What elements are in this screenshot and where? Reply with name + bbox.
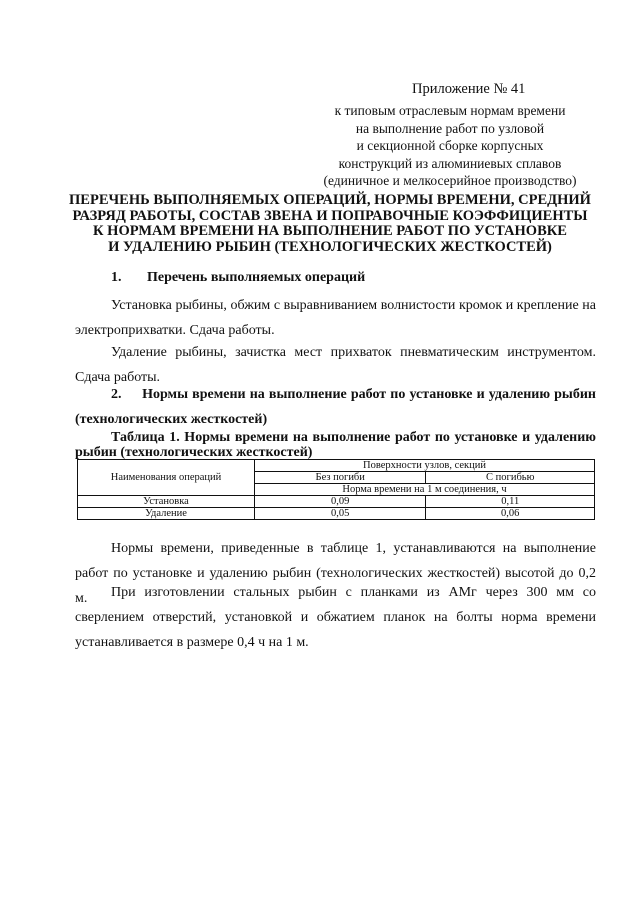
annex-line: на выполнение работ по узловой	[355, 120, 545, 136]
column-header-bend: С погибью	[426, 472, 595, 484]
operation-name: Удаление	[78, 508, 255, 520]
note-paragraph-2: При изготовлении стальных рыбин с планками из АМг через 300 мм со сверлением отверстий, установкой и обжатием планок на болты норма времени устанавливается в размере 0,4 ч на 1 м.	[75, 585, 596, 650]
section-1-title: Перечень выполняемых операций	[147, 270, 366, 285]
heading-line: ПЕРЕЧЕНЬ ВЫПОЛНЯЕМЫХ ОПЕРАЦИЙ, НОРМЫ ВРЕМЕНИ, СРЕДНИЙ	[69, 192, 591, 208]
section-1-paragraph-1: Установка рыбины, обжим с выравниванием волнистости кромок и крепление на электроприхватки. Сдача работы.	[75, 298, 596, 338]
annex-line: (единичное и мелкосерийное производство)	[323, 173, 577, 188]
value-bend: 0,06	[426, 508, 595, 520]
section-1-heading	[111, 270, 365, 286]
annex-line: к типовым отраслевым нормам времени	[334, 103, 566, 118]
heading-line: К НОРМАМ ВРЕМЕНИ НА ВЫПОЛНЕНИЕ РАБОТ ПО УСТАНОВКЕ	[93, 223, 567, 239]
table-row	[78, 496, 595, 508]
heading-line: И УДАЛЕНИЮ РЫБИН (ТЕХНОЛОГИЧЕСКИХ ЖЕСТКОСТЕЙ)	[108, 238, 552, 255]
document-heading	[60, 193, 600, 255]
value-no-bend: 0,05	[255, 508, 426, 520]
norms-table	[77, 459, 595, 520]
operation-name: Установка	[78, 496, 255, 508]
units-row: Норма времени на 1 м соединения, ч	[255, 484, 595, 496]
column-header-operations: Наименования операций	[78, 460, 255, 496]
annex-line: и секционной сборке корпусных	[356, 138, 544, 153]
column-header-no-bend: Без погиби	[255, 472, 426, 484]
section-2-number: 2.	[111, 387, 122, 402]
section-2-heading	[75, 382, 596, 432]
table-caption: Таблица 1. Нормы времени на выполнение работ по установке и удалению рыбин (технологических жесткостей)	[75, 430, 596, 460]
section-1-paragraph-2: Удаление рыбины, зачистка мест прихваток пневматическим инструментом. Сдача работы.	[75, 345, 596, 385]
note-paragraph-1: Нормы времени, приведенные в таблице 1, устанавливаются на выполнение работ по установке и удалению рыбин (технологических жесткостей) высотой до 0,2 м.	[75, 541, 596, 606]
section-1-number: 1.	[111, 270, 122, 285]
annex-subtitle	[300, 102, 600, 190]
heading-line: РАЗРЯД РАБОТЫ, СОСТАВ ЗВЕНА И ПОПРАВОЧНЫЕ КОЭФФИЦИЕНТЫ	[72, 207, 588, 224]
table-row	[78, 508, 595, 520]
section-2-title: Нормы времени на выполнение работ по установке и удалению рыбин (технологических жесткостей)	[75, 387, 596, 427]
annex-title: Приложение № 41	[412, 81, 526, 97]
value-no-bend: 0,09	[255, 496, 426, 508]
annex-line: конструкций из алюминиевых сплавов	[338, 155, 562, 171]
value-bend: 0,11	[426, 496, 595, 508]
column-group-header: Поверхности узлов, секций	[255, 460, 595, 472]
